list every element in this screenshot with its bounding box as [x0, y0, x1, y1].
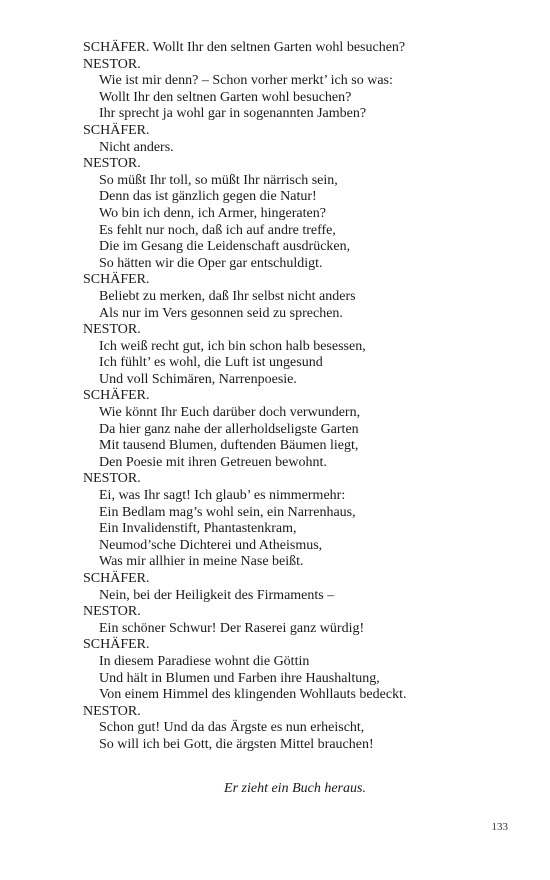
verse-line: Was mir allhier in meine Nase beißt. — [99, 554, 304, 570]
verse-line: Wie könnt Ihr Euch darüber doch verwundern, — [99, 405, 361, 421]
speaker-line: SCHÄFER. — [83, 637, 150, 653]
verse-line: Mit tausend Blumen, duftenden Bäumen liegt, — [99, 438, 359, 454]
verse-line: Wie ist mir denn? – Schon vorher merkt’ ich so was: — [99, 73, 393, 89]
speaker-line: NESTOR. — [83, 56, 141, 72]
verse-line: Als nur im Vers gesonnen seid zu sprechen. — [99, 305, 343, 321]
verse-line: Ihr sprecht ja wohl gar in sogenannten Jamben? — [99, 106, 367, 122]
speaker-line: NESTOR. — [83, 322, 141, 338]
verse-line: Und voll Schimären, Narrenpoesie. — [99, 371, 297, 387]
speaker-line: SCHÄFER. Wollt Ihr den seltnen Garten wohl besuchen? — [83, 40, 406, 55]
verse-line: Ein Bedlam mag’s wohl sein, ein Narrenhaus, — [99, 504, 356, 520]
verse-line: Es fehlt nur noch, daß ich auf andre treffe, — [99, 222, 336, 238]
verse-line: Da hier ganz nahe der allerholdseligste Garten — [99, 421, 359, 437]
verse-line: Neumod’sche Dichterei und Atheismus, — [99, 537, 323, 553]
verse-line: Ein Invalidenstift, Phantastenkram, — [99, 521, 297, 537]
dialogue-text — [83, 40, 523, 754]
speaker-line: NESTOR. — [83, 471, 141, 487]
speaker-line: SCHÄFER. — [83, 122, 150, 138]
verse-line: Ich weiß recht gut, ich bin schon halb besessen, — [99, 338, 366, 354]
verse-line: Von einem Himmel des klingenden Wohllauts bedeckt. — [99, 687, 407, 703]
verse-line: Nicht anders. — [99, 139, 174, 155]
verse-line: Wollt Ihr den seltnen Garten wohl besuchen? — [99, 89, 352, 105]
verse-line: Den Poesie mit ihren Getreuen bewohnt. — [99, 454, 327, 470]
verse-line: So will ich bei Gott, die ärgsten Mittel brauchen! — [99, 736, 374, 752]
verse-line: Schon gut! Und da das Ärgste es nun erheischt, — [99, 720, 365, 736]
verse-line: So müßt Ihr toll, so müßt Ihr närrisch sein, — [99, 172, 338, 188]
verse-line: Denn das ist gänzlich gegen die Natur! — [99, 189, 317, 205]
verse-line: Ein schöner Schwur! Der Raserei ganz würdig! — [99, 620, 365, 636]
verse-line: Wo bin ich denn, ich Armer, hingeraten? — [99, 205, 326, 221]
verse-line: Ich fühlt’ es wohl, die Luft ist ungesund — [99, 355, 323, 371]
stage-direction: Er zieht ein Buch heraus. — [224, 781, 366, 796]
verse-line: Und hält in Blumen und Farben ihre Haushaltung, — [99, 670, 380, 686]
speaker-line: NESTOR. — [83, 604, 141, 620]
verse-line: Nein, bei der Heiligkeit des Firmaments – — [99, 587, 335, 603]
verse-line: In diesem Paradiese wohnt die Göttin — [99, 653, 310, 669]
speaker-line: SCHÄFER. — [83, 571, 150, 586]
page-number: 133 — [491, 821, 508, 833]
verse-line: Ei, was Ihr sagt! Ich glaub’ es nimmermehr: — [99, 488, 346, 504]
verse-line: Die im Gesang die Leidenschaft ausdrücken, — [99, 239, 351, 255]
verse-line: Beliebt zu merken, daß Ihr selbst nicht anders — [99, 288, 356, 304]
speaker-line: SCHÄFER. — [83, 272, 150, 288]
speaker-line: NESTOR. — [83, 156, 141, 172]
verse-line: So hätten wir die Oper gar entschuldigt. — [99, 255, 323, 271]
speaker-line: NESTOR. — [83, 703, 141, 719]
speaker-line: SCHÄFER. — [83, 388, 150, 404]
